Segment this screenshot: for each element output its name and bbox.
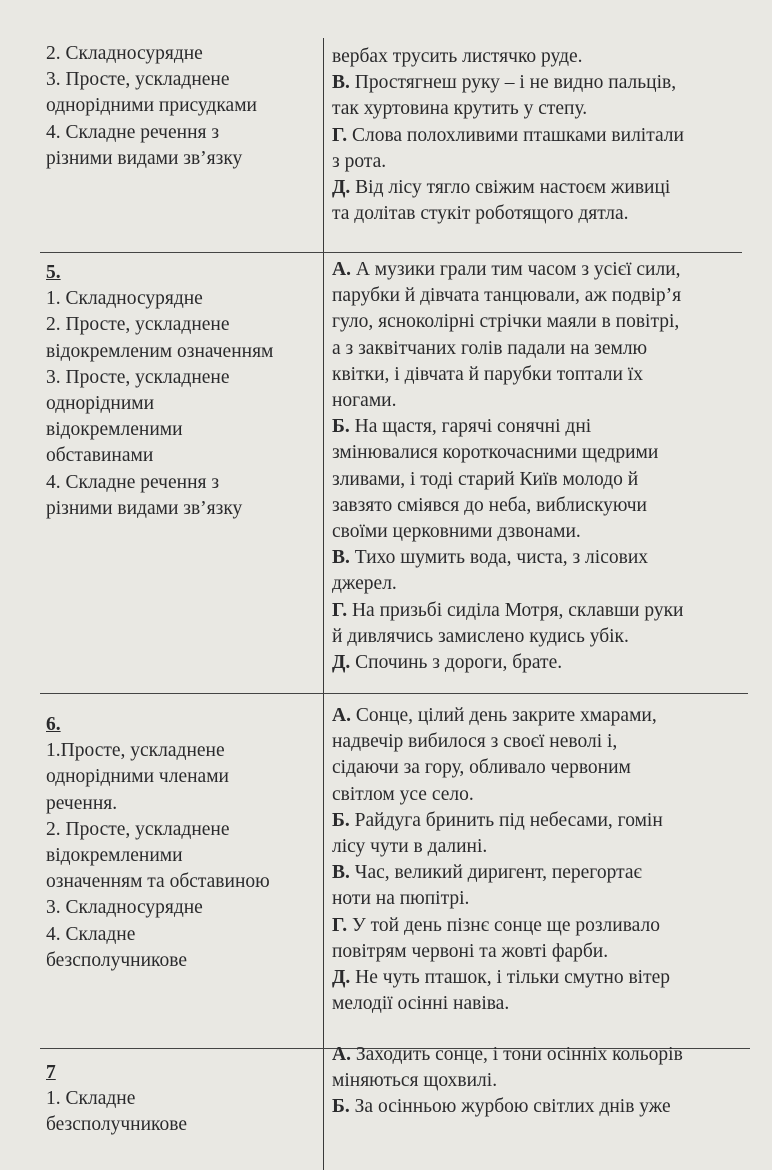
question-number: 6. — [46, 714, 61, 735]
sentence-line: зливами, і тоді старий Київ молодо й — [332, 468, 639, 490]
sentence-line: гуло, ясноколірні стрічки маяли в повітрі, — [332, 311, 680, 333]
sentence-line: Б. На щастя, гарячі сонячні дні — [332, 416, 592, 438]
sentence-line: й дивлячись замислено кудись убік. — [332, 625, 629, 647]
option-text: 1. Складносурядне — [46, 288, 203, 310]
option-text: відокремленими — [46, 845, 183, 867]
sentence-line: парубки й дівчата танцювали, аж подвір’я — [332, 285, 682, 307]
sentence-line: квітки, і дівчата й парубки топтали їх — [332, 363, 643, 385]
option-text: безсполучникове — [46, 1114, 187, 1136]
option-text: безсполучникове — [46, 949, 187, 971]
sentence-line: міняються щохвилі. — [332, 1070, 498, 1092]
option-text: 4. Складне речення з — [46, 471, 220, 493]
option-text: однорідними членами — [46, 766, 229, 788]
sentence-line: так хуртовина крутить у степу. — [332, 98, 588, 120]
sentence-line: А. Сонце, цілий день закрите хмарами, — [332, 705, 657, 726]
option-text: 3. Просте, ускладнене — [46, 69, 230, 91]
option-text: 4. Складне — [46, 923, 136, 945]
sentence-line: та долітав стукіт роботящого дятла. — [332, 203, 629, 225]
option-text: 2. Просте, ускладнене — [46, 818, 230, 840]
row-divider — [40, 252, 742, 253]
sentence-line: Б. Райдуга бринить під небесами, гомін — [332, 809, 663, 831]
top-right-sentences — [332, 44, 768, 227]
option-text: різними видами зв’язку — [46, 147, 243, 169]
sentence-line: В. Простягнеш руку – і не видно пальців, — [332, 72, 677, 94]
sentence-line: надвечір вибилося з своєї неволі і, — [332, 731, 618, 753]
sentence-line: завзято сміявся до неба, виблискуючи — [332, 494, 647, 516]
sentence-line: Г. Слова полохливими пташками вилітали — [332, 124, 684, 146]
sentence-line: Г. На призьбі сиділа Мотря, склавши руки — [332, 599, 684, 621]
option-text: обставинами — [46, 445, 154, 467]
question-number: 7 — [46, 1062, 56, 1083]
q5-right-sentences — [332, 257, 768, 676]
sentence-line: Д. Не чуть пташок, і тільки смутно вітер — [332, 967, 670, 989]
sentence-line: А. А музики грали тим часом з усієї сили, — [332, 259, 681, 280]
sentence-line: В. Тихо шумить вода, чиста, з лісових — [332, 547, 649, 569]
sentence-line: з рота. — [332, 150, 387, 172]
option-text: 1. Складне — [46, 1088, 136, 1110]
option-text: 1.Просте, ускладнене — [46, 740, 225, 762]
sentence-line: ногами. — [332, 390, 397, 412]
sentence-line: сідаючи за гору, обливало червоним — [332, 757, 631, 779]
option-text: відокремленим означенням — [46, 340, 274, 362]
sentence-line: Д. Від лісу тягло свіжим настоєм живиці — [332, 177, 671, 199]
option-text: означенням та обставиною — [46, 871, 270, 893]
sentence-line: джерел. — [332, 573, 397, 595]
option-text: 2. Складносурядне — [46, 43, 203, 64]
option-text: речення. — [46, 792, 118, 814]
q5-left-options — [46, 260, 318, 522]
sentence-line: вербах трусить листячко руде. — [332, 46, 583, 67]
sentence-line: змінювалися короткочасними щедрими — [332, 442, 659, 464]
row-divider — [40, 693, 748, 694]
option-text: 3. Складносурядне — [46, 897, 203, 919]
q6-right-sentences — [332, 703, 768, 1017]
top-left-options — [46, 41, 318, 172]
option-text: однорідними — [46, 393, 155, 415]
sentence-line: ноти на пюпітрі. — [332, 888, 470, 910]
sentence-line: А. Заходить сонце, і тони осінніх кольорів — [332, 1044, 683, 1065]
option-text: 3. Просте, ускладнене — [46, 366, 230, 388]
q7-left-options — [46, 1060, 318, 1139]
column-divider — [323, 38, 324, 1170]
sentence-line: лісу чути в далині. — [332, 836, 488, 858]
option-text: відокремленими — [46, 419, 183, 441]
option-text: 2. Просте, ускладнене — [46, 314, 230, 336]
option-text: 4. Складне речення з — [46, 121, 220, 143]
sentence-line: Б. За осінньою журбою світлих днів уже — [332, 1096, 671, 1118]
sentence-line: Г. У той день пізнє сонце ще розливало — [332, 914, 660, 936]
q6-left-options — [46, 712, 318, 974]
sentence-line: мелодії осінні навіва. — [332, 993, 510, 1015]
q7-right-sentences — [332, 1042, 768, 1121]
sentence-line: світлом усе село. — [332, 783, 474, 805]
sentence-line: а з заквітчаних голів падали на землю — [332, 337, 648, 359]
sentence-line: повітрям червоні та жовті фарби. — [332, 940, 609, 962]
option-text: однорідними присудками — [46, 95, 257, 117]
sentence-line: своїми церковними дзвонами. — [332, 521, 581, 543]
question-number: 5. — [46, 262, 61, 283]
option-text: різними видами зв’язку — [46, 497, 243, 519]
sentence-line: В. Час, великий диригент, перегортає — [332, 862, 642, 884]
sentence-line: Д. Спочинь з дороги, брате. — [332, 652, 563, 674]
